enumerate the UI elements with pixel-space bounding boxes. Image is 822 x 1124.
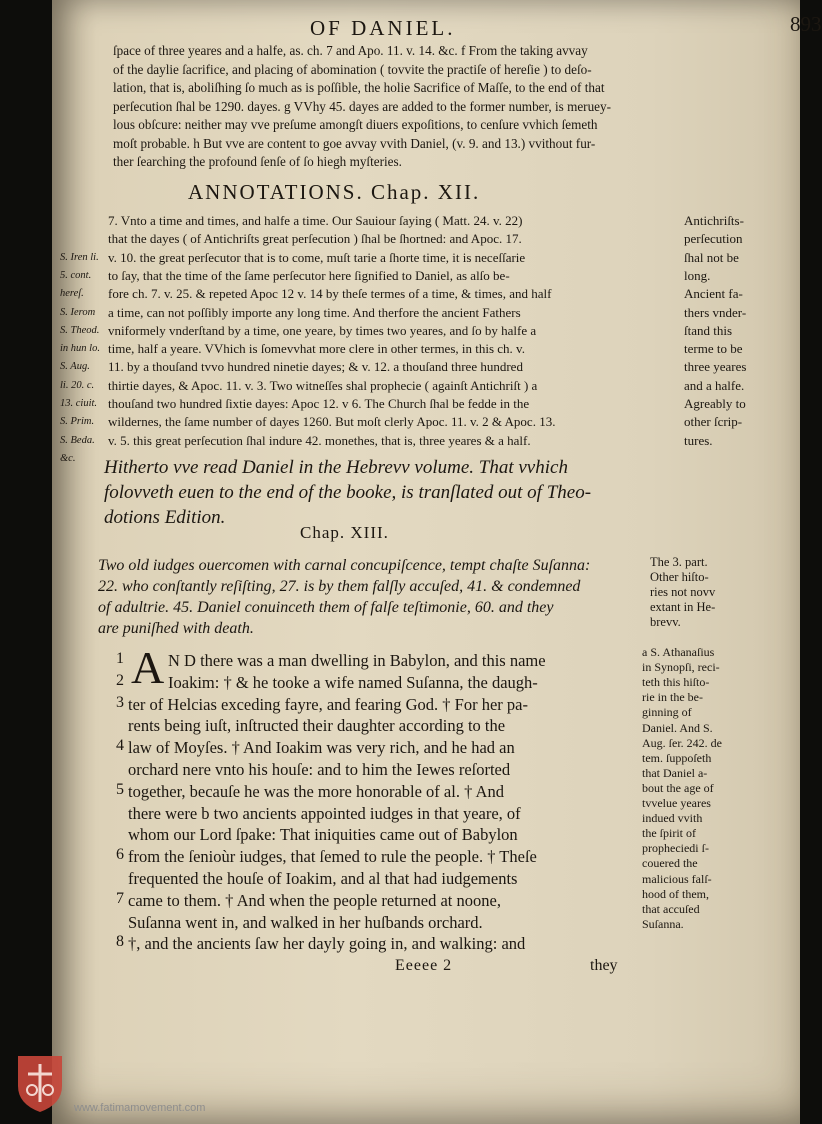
verse-margin-note: Suſanna. (642, 916, 684, 931)
margin-ref-left: S. Prim. (60, 416, 95, 428)
annotation-line: wildernes, the ſame number of dayes 1260. But moſt clerly Apoc. 11. v. 2 & Apoc. 13. (108, 414, 556, 430)
verse-line: Ioakim: † & he tooke a wife named Suſanna, the daugh- (168, 672, 538, 692)
verse-line: law of Moyſes. † And Ioakim was very rich, and he had an (128, 738, 515, 758)
verse-margin-note: hood of them, (642, 886, 709, 901)
ch12-line: lous obſcure: neither may vve preſume amongſt diuers expoſitions, to cenſure vvhich ſemeth (113, 117, 598, 132)
verse-number: 5 (116, 780, 124, 798)
margin-note-right: terme to be (684, 341, 743, 357)
verse-margin-note: propheciedi ſ- (642, 841, 709, 856)
margin-note-right: ſhal not be (684, 249, 739, 265)
transition-note-line: dotions Edition. (104, 507, 226, 528)
verse-margin-note: that Daniel a- (642, 765, 708, 780)
verse-line: †, and the ancients ſaw her dayly going in, and walking: and (128, 934, 526, 954)
margin-ref-left: S. Iren li. (60, 251, 99, 263)
verse-line: N D there was a man dwelling in Babylon, and this name (168, 651, 546, 670)
verse-number: 3 (116, 693, 124, 711)
verse-margin-note: tvvelue yeares (642, 796, 711, 810)
verse-number: 8 (116, 933, 124, 951)
verse-margin-note: in Synopſi, reci- (642, 660, 720, 675)
verse-number: 4 (116, 737, 124, 755)
verse-line: Suſanna went in, and walked in her huſbands orchard. (128, 912, 483, 932)
summary-margin-note: extant in He- (650, 600, 716, 614)
summary-margin-note: brevv. (650, 615, 681, 629)
margin-ref-left: 5. cont. (60, 269, 92, 281)
verse-number: 6 (116, 846, 124, 864)
chapter-summary-line: Two old iudges ouercomen with carnal concupiſcence, tempt chaſte Suſanna: (98, 557, 591, 574)
summary-margin-note: ries not novv (650, 585, 716, 599)
website-url[interactable]: www.fatimamovement.com (74, 1102, 206, 1114)
page-number: 893 (790, 12, 822, 36)
verse-line: together, becauſe he was the more honorable of al. † And (128, 781, 504, 801)
margin-ref-left: S. Ierom (60, 306, 96, 318)
ch12-line: moſt probable. h But vve are content to goe avvay vvith Daniel, (v. 9. and 13.) vvithout fur- (113, 135, 596, 151)
verse-line: frequented the houſe of Ioakim, and al that had iudgements (128, 869, 518, 888)
margin-ref-left: li. 20. c. (60, 379, 95, 391)
annotation-line: v. 10. the great perſecutor that is to come, muſt tarie a ſhorte time, it is neceſſarie (108, 249, 526, 265)
margin-note-right: other ſcrip- (684, 414, 743, 430)
margin-note-right: ſtand this (684, 322, 733, 338)
margin-note-right: perſecution (684, 231, 743, 247)
verse-margin-note: that accuſed (642, 901, 700, 916)
annotation-line: v. 5. this great perſecution ſhal indure 42. monethes, that is, three yeares & a half. (108, 432, 531, 448)
margin-note-right: Agreably to (684, 396, 746, 411)
verse-number: 2 (116, 671, 124, 689)
margin-note-right: Antichriſts- (684, 213, 744, 228)
annotation-line: vniformely vnderſtand by a time, one yeare, by times two yeares, and ſo by halfe a (108, 322, 537, 338)
margin-ref-left: &c. (60, 452, 76, 464)
annotation-line: to ſay, that the time of the ſame perſecutor here ſignified to Daniel, as alſo be- (108, 267, 510, 283)
verse-number: 7 (116, 889, 124, 907)
catchword: they (590, 957, 618, 974)
annotation-line: a time, can not poſſibly importe any long time. And therfore the ancient Fathers (108, 304, 521, 320)
annotation-line: 7. Vnto a time and times, and halfe a time. Our Sauiour ſaying ( Matt. 24. v. 22) (108, 213, 523, 228)
chapter-summary-line: 22. who conſtantly reſiſting, 27. is by them falſly accuſed, 41. & condemned (98, 578, 581, 595)
ch12-line: lation, that is, aboliſhing ſo much as is poſſible, the holie Sacrifice of Maſſe, to the end of that (113, 80, 605, 95)
annotation-line: fore ch. 7. v. 25. & repeted Apoc 12 v. 14 by theſe termes of a time, & times, and half (108, 286, 552, 302)
annotation-line: that the dayes ( of Antichriſts great perſecution ) ſhal be ſhortned: and Apoc. 17. (108, 231, 522, 247)
verse-line: there were b two ancients appointed iudges in that yeare, of (128, 803, 521, 823)
verse-margin-note: a S. Athanaſius (642, 645, 715, 659)
verse-line: orchard nere vnto his houſe: and to him the Iewes reſorted (128, 760, 511, 779)
verse-margin-note: ginning of (642, 705, 692, 720)
margin-ref-left: S. Beda. (60, 434, 95, 446)
verse-line: from the ſenioùr iudges, that ſemed to rule the people. † Theſe (128, 847, 537, 867)
annotation-line: time, half a yeare. VVhich is ſomevvhat more clere in other termes, in this ch. v. (108, 341, 525, 357)
ch12-line: ther ſearching the profound ſenſe of ſo hiegh myſteries. (113, 154, 402, 169)
verse-margin-note: Aug. ſer. 242. de (642, 735, 722, 750)
verse-margin-note: the ſpirit of (642, 826, 696, 841)
annotation-line: thouſand two hundred ſixtie dayes: Apoc 12. v 6. The Church ſhal be fedde in the (108, 396, 530, 411)
annotation-line: 11. by a thouſand tvvo hundred ninetie dayes; & v. 12. a thouſand three hundred (108, 359, 523, 375)
verse-margin-note: Daniel. And S. (642, 720, 713, 735)
margin-note-right: long. (684, 267, 711, 283)
verse-margin-note: rie in the be- (642, 690, 703, 705)
running-title: OF DANIEL. (310, 16, 456, 40)
margin-note-right: and a halfe. (684, 377, 745, 393)
fatima-shield-logo-icon (14, 1052, 66, 1114)
verse-margin-note: indued vvith (642, 811, 703, 826)
margin-note-right: Ancient fa- (684, 286, 743, 302)
chapter-13-heading: Chap. XIII. (300, 523, 389, 542)
verse-line: ter of Helcias exceding fayre, and fearing God. † For her pa- (128, 694, 528, 714)
verse-margin-note: teth this hiſto- (642, 675, 710, 690)
margin-ref-left: 13. ciuit. (60, 398, 98, 409)
verse-line: whom our Lord ſpake: That iniquities came out of Babylon (128, 825, 518, 845)
margin-ref-left: S. Aug. (60, 361, 90, 373)
verse-margin-note: malicious falſ- (642, 871, 712, 886)
ch12-line: of the daylie ſacrifice, and placing of abomination ( tovvite the practiſe of hereſie ) to deſo- (113, 61, 592, 77)
transition-note-line: Hitherto vve read Daniel in the Hebrevv volume. That vvhich (104, 457, 568, 478)
margin-ref-left: hereſ. (60, 288, 84, 300)
ch12-line: ſpace of three yeares and a halfe, as. ch. 7 and Apo. 11. v. 14. &c. f From the taking avvay (113, 43, 588, 58)
summary-margin-note: Other hiſto- (650, 570, 709, 584)
ch12-line: perſecution ſhal be 1290. dayes. g VVhy 45. dayes are added to the former number, is meruey- (113, 98, 612, 114)
verse-margin-note: tem. ſuppoſeth (642, 750, 712, 765)
annotations-heading: ANNOTATIONS. Chap. XII. (188, 180, 481, 204)
verse-line: rents being iuſt, inſtructed their daughter according to the (128, 716, 506, 736)
verse-number: 1 (116, 650, 124, 667)
margin-note-right: thers vnder- (684, 304, 747, 320)
margin-note-right: three yeares (684, 359, 747, 375)
verse-margin-note: couered the (642, 856, 698, 871)
chapter-summary-line: of adultrie. 45. Daniel conuinceth them of falſe teſtimonie, 60. and they (98, 599, 554, 616)
drop-cap: A (131, 642, 165, 693)
signature-mark: Eeeee 2 (395, 957, 453, 974)
verse-line: came to them. † And when the people returned at noone, (128, 890, 501, 910)
chapter-summary-line: are puniſhed with death. (98, 620, 254, 637)
annotation-line: thirtie dayes, & Apoc. 11. v. 3. Two witneſſes shal prophecie ( againſt Antichriſt ) a (108, 377, 538, 393)
transition-note-line: folovveth euen to the end of the booke, is tranſlated out of Theo- (104, 482, 592, 503)
margin-ref-left: in hun lo. (60, 343, 100, 355)
summary-margin-note: The 3. part. (650, 555, 708, 569)
margin-note-right: tures. (684, 432, 713, 448)
margin-ref-left: S. Theod. (60, 324, 100, 336)
verse-margin-note: bout the age of (642, 780, 714, 795)
